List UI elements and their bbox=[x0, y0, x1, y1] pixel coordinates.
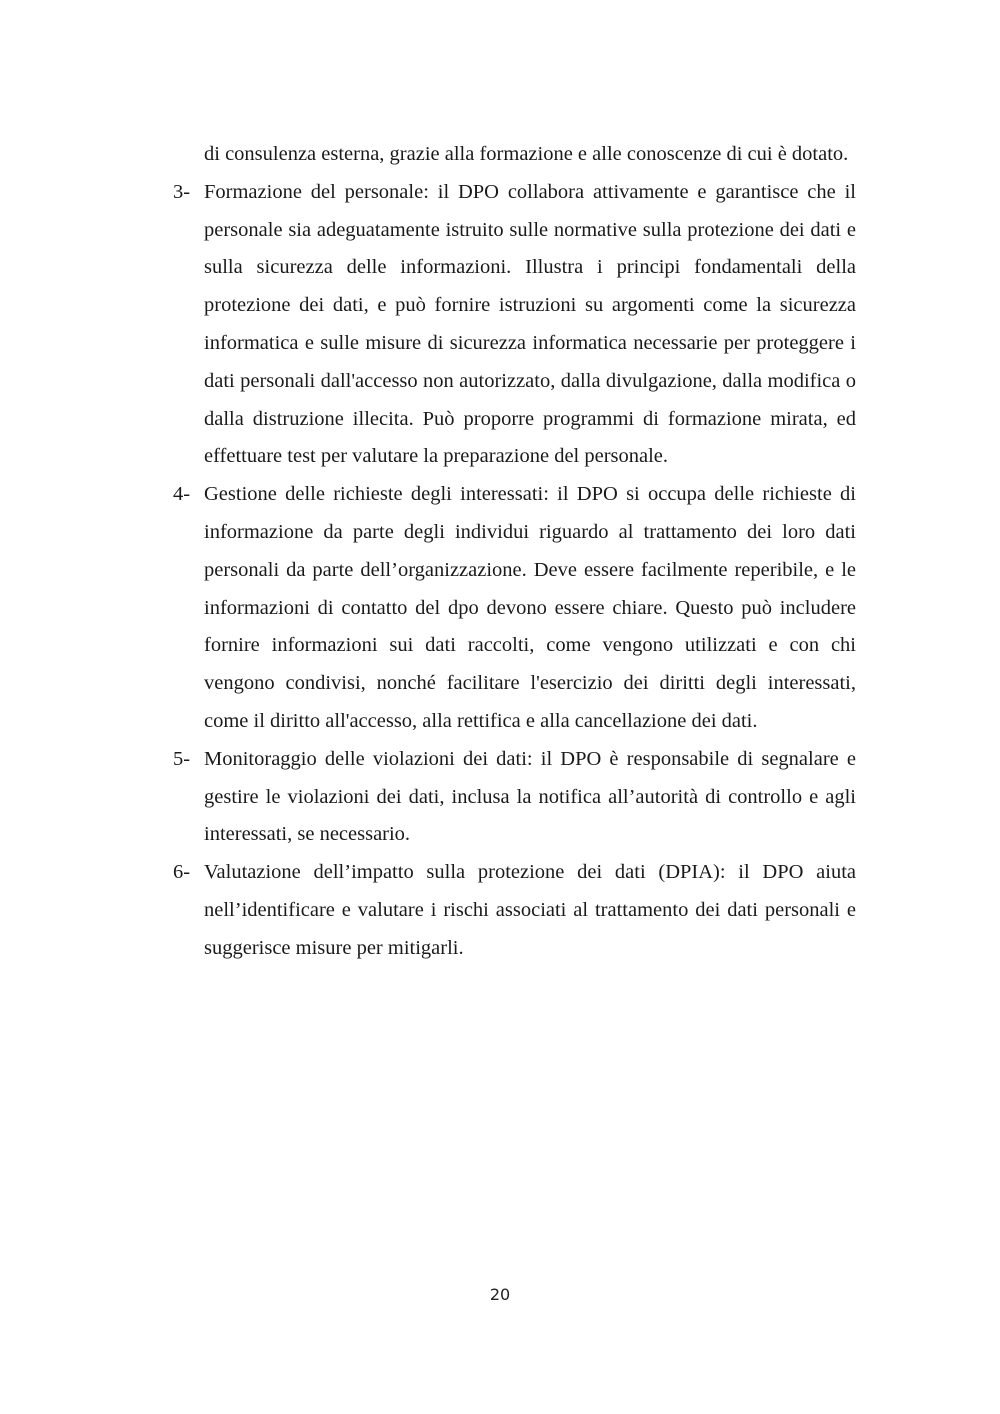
list-item-number: 5- bbox=[173, 747, 191, 770]
list-item-4 bbox=[0, 476, 1000, 741]
page-body bbox=[0, 136, 1000, 968]
list-item-5 bbox=[0, 741, 1000, 854]
continuation-paragraph: di consulenza esterna, grazie alla formazione e alle conoscenze di cui è dotato. bbox=[204, 143, 849, 165]
list-item-text: Gestione delle richieste degli interessati: il DPO si occupa delle richieste di informazione da parte degli individui riguardo al trattamento dei loro dati personali da parte dell’organizzazione. Deve essere facilmente reperibile, e le informazioni di contatto del dpo devono essere chiare. Questo può includere fornire informazioni sui dati raccolti, come vengono utilizzati e con chi vengono condivisi, nonché facilitare l'esercizio dei diritti degli interessati, come il diritto all'accesso, alla rettifica e alla cancellazione dei dati. bbox=[204, 483, 856, 732]
list-item-number: 4- bbox=[173, 483, 191, 506]
list-item-number: 3- bbox=[173, 180, 191, 203]
list-item-text: Valutazione dell’impatto sulla protezione dei dati (DPIA): il DPO aiuta nell’identificare e valutare i rischi associati al trattamento dei dati personali e suggerisce misure per mitigarli. bbox=[204, 861, 856, 959]
list-item-number: 6- bbox=[173, 861, 191, 884]
list-item-text: Formazione del personale: il DPO collabora attivamente e garantisce che il personale sia adeguatamente istruito sulle normative sulla protezione dei dati e sulla sicurezza delle informazioni. Illustra i principi fondamentali della protezione dei dati, e può fornire istruzioni su argomenti come la sicurezza informatica e sulle misure di sicurezza informatica necessarie per proteggere i dati personali dall'accesso non autorizzato, dalla divulgazione, dalla modifica o dalla distruzione illecita. Può proporre programmi di formazione mirata, ed effettuare test per valutare la preparazione del personale. bbox=[204, 180, 856, 468]
page-number: 20 bbox=[489, 1285, 511, 1304]
list-item-text: Monitoraggio delle violazioni dei dati: il DPO è responsabile di segnalare e gestire le violazioni dei dati, inclusa la notifica all’autorità di controllo e agli interessati, se necessario. bbox=[204, 747, 856, 846]
list-item-3 bbox=[0, 174, 1000, 476]
list-item-6 bbox=[0, 854, 1000, 967]
